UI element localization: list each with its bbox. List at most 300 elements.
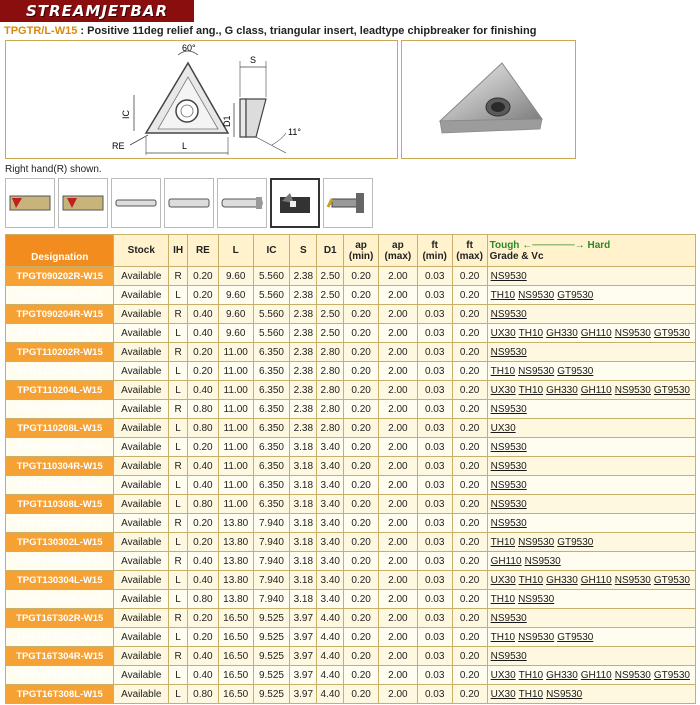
ftmin-cell: 0.03 (417, 286, 452, 305)
apmax-cell: 2.00 (379, 305, 418, 324)
turning-holder-icon-1[interactable] (5, 178, 55, 228)
ic-cell: 9.525 (253, 666, 290, 685)
ic-cell: 6.350 (253, 400, 290, 419)
brand-logo[interactable] (0, 0, 194, 22)
ftmax-cell: 0.20 (452, 552, 487, 571)
grade-cell (487, 305, 695, 324)
ftmax-cell: 0.20 (452, 286, 487, 305)
grade-link[interactable]: GT9530 (653, 327, 690, 339)
ih-cell: L (169, 362, 188, 381)
grade-cell (487, 552, 695, 571)
ftmin-cell: 0.03 (417, 685, 452, 704)
l-cell: 9.60 (218, 267, 253, 286)
apmin-cell: 0.20 (344, 514, 379, 533)
s-cell: 2.38 (290, 305, 317, 324)
grade-link[interactable]: TH10 (518, 688, 544, 700)
designation-cell[interactable]: TPGT110202L-W15 (6, 362, 114, 381)
designation-cell[interactable]: TPGT110308L-W15 (6, 495, 114, 514)
ftmin-cell: 0.03 (417, 305, 452, 324)
d1-cell: 2.80 (317, 400, 344, 419)
col-ap-min: ap (min) (344, 235, 379, 267)
ic-cell: 6.350 (253, 419, 290, 438)
grade-link[interactable]: GT9530 (653, 574, 690, 586)
ftmin-cell: 0.03 (417, 381, 452, 400)
d1-cell: 3.40 (317, 533, 344, 552)
ic-cell: 6.350 (253, 476, 290, 495)
designation-cell[interactable]: TPGT090202R-W15 (6, 267, 114, 286)
ih-cell: R (169, 343, 188, 362)
designation-cell[interactable]: TPGT110304R-W15 (6, 457, 114, 476)
apmax-cell: 2.00 (379, 685, 418, 704)
s-cell: 2.38 (290, 324, 317, 343)
hard-label: Hard (587, 239, 611, 251)
grade-link[interactable]: UX30 (490, 327, 516, 339)
ih-cell: L (169, 286, 188, 305)
ftmin-cell: 0.03 (417, 457, 452, 476)
designation-cell[interactable]: TPGT130304L-W15 (6, 571, 114, 590)
apmax-cell: 2.00 (379, 400, 418, 419)
grade-link[interactable]: GH330 (546, 384, 578, 396)
ftmax-cell: 0.20 (452, 495, 487, 514)
apmax-cell: 2.00 (379, 343, 418, 362)
ftmin-cell: 0.03 (417, 476, 452, 495)
s-cell: 2.38 (290, 381, 317, 400)
ftmax-cell: 0.20 (452, 571, 487, 590)
col-re: RE (188, 235, 219, 267)
table-row (6, 647, 696, 666)
table-row (6, 381, 696, 400)
s-cell: 3.97 (290, 647, 317, 666)
table-row (6, 343, 696, 362)
col-ap-max: ap (max) (379, 235, 418, 267)
grade-link[interactable]: TH10 (490, 593, 516, 605)
designation-cell[interactable]: TPGT110302L-W15 (6, 438, 114, 457)
l-cell: 13.80 (218, 590, 253, 609)
s-cell: 3.18 (290, 571, 317, 590)
grade-cell (487, 628, 695, 647)
apmin-cell: 0.20 (344, 400, 379, 419)
col-grade (487, 235, 695, 267)
grade-cell (487, 286, 695, 305)
grade-link[interactable]: TH10 (490, 631, 516, 643)
grade-link[interactable]: NS9530 (614, 574, 651, 586)
table-row (6, 552, 696, 571)
insert-drawing (6, 41, 397, 158)
apmin-cell: 0.20 (344, 305, 379, 324)
designation-cell[interactable]: TPGT090202L-W15 (6, 286, 114, 305)
s-cell: 3.18 (290, 438, 317, 457)
table-row (6, 476, 696, 495)
apmax-cell: 2.00 (379, 666, 418, 685)
s-cell: 3.18 (290, 514, 317, 533)
grade-link[interactable]: TH10 (518, 327, 544, 339)
grade-vc-label: Grade & Vc (489, 250, 544, 262)
table-body (6, 267, 696, 704)
designation-cell[interactable]: TPGT16T302L-W15 (6, 628, 114, 647)
grade-link[interactable]: NS9530 (490, 346, 527, 358)
ic-cell: 5.560 (253, 267, 290, 286)
grade-link[interactable]: NS9530 (490, 270, 527, 282)
apmin-cell: 0.20 (344, 343, 379, 362)
col-s: S (290, 235, 317, 267)
s-cell: 3.97 (290, 609, 317, 628)
ftmin-cell: 0.03 (417, 590, 452, 609)
grade-link[interactable]: GH110 (580, 384, 612, 396)
apmax-cell: 2.00 (379, 628, 418, 647)
grade-link[interactable]: TH10 (518, 384, 544, 396)
ic-cell: 7.940 (253, 533, 290, 552)
s-cell: 3.97 (290, 685, 317, 704)
holder-head-icon[interactable] (270, 178, 320, 228)
st-cell: Available (114, 438, 169, 457)
d1-cell: 2.80 (317, 343, 344, 362)
boring-bar-icon-1[interactable] (111, 178, 161, 228)
d1-cell: 3.40 (317, 590, 344, 609)
l-cell: 11.00 (218, 419, 253, 438)
designation-cell[interactable]: TPGT130304R-W15 (6, 552, 114, 571)
s-label: S (250, 55, 257, 65)
grade-cell (487, 514, 695, 533)
d1-cell: 2.50 (317, 305, 344, 324)
d1-cell: 3.40 (317, 571, 344, 590)
ftmax-cell: 0.20 (452, 267, 487, 286)
grade-link[interactable]: NS9530 (524, 555, 561, 567)
apmax-cell: 2.00 (379, 438, 418, 457)
ih-cell: L (169, 476, 188, 495)
table-row (6, 533, 696, 552)
ih-cell: L (169, 685, 188, 704)
l-cell: 13.80 (218, 514, 253, 533)
table-row (6, 495, 696, 514)
application-thumbnails (5, 178, 373, 228)
grade-cell (487, 533, 695, 552)
re-cell: 0.80 (188, 685, 219, 704)
designation-cell[interactable]: TPGT130302R-W15 (6, 514, 114, 533)
ic-cell: 7.940 (253, 552, 290, 571)
grade-link[interactable]: GH110 (580, 574, 612, 586)
grade-link[interactable]: GT9530 (653, 384, 690, 396)
ih-cell: L (169, 419, 188, 438)
ftmin-cell: 0.03 (417, 419, 452, 438)
grade-link[interactable]: UX30 (490, 384, 516, 396)
ftmax-cell: 0.20 (452, 438, 487, 457)
l-cell: 9.60 (218, 286, 253, 305)
boring-bar-icon-3[interactable] (217, 178, 267, 228)
grade-cell (487, 476, 695, 495)
s-cell: 3.18 (290, 552, 317, 571)
designation-cell[interactable]: TPGT130302L-W15 (6, 533, 114, 552)
grade-link[interactable]: NS9530 (614, 669, 651, 681)
grade-link[interactable]: UX30 (490, 669, 516, 681)
grade-link[interactable]: NS9530 (518, 365, 555, 377)
grade-link[interactable]: NS9530 (518, 631, 555, 643)
grade-link[interactable]: GT9530 (557, 631, 594, 643)
ftmax-cell: 0.20 (452, 628, 487, 647)
ftmin-cell: 0.03 (417, 400, 452, 419)
grade-link[interactable]: UX30 (490, 688, 516, 700)
ftmin-cell: 0.03 (417, 666, 452, 685)
ih-cell: R (169, 514, 188, 533)
s-cell: 2.38 (290, 362, 317, 381)
ftmax-cell: 0.20 (452, 362, 487, 381)
d1-cell: 2.80 (317, 362, 344, 381)
designation-cell[interactable]: TPGT110202R-W15 (6, 343, 114, 362)
insert-photo (402, 41, 575, 158)
ftmin-cell: 0.03 (417, 609, 452, 628)
designation-cell[interactable]: TPGT110208R-W15 (6, 400, 114, 419)
grade-link[interactable]: GH110 (580, 327, 612, 339)
grade-link[interactable]: NS9530 (490, 460, 527, 472)
designation-cell[interactable]: TPGT110304L-W15 (6, 476, 114, 495)
grade-link[interactable]: NS9530 (490, 517, 527, 529)
designation-cell[interactable]: TPGT110208L-W15 (6, 419, 114, 438)
ih-cell: L (169, 495, 188, 514)
apmin-cell: 0.20 (344, 419, 379, 438)
col-stock: Stock (114, 235, 169, 267)
l-cell: 16.50 (218, 609, 253, 628)
grade-link[interactable]: NS9530 (518, 289, 555, 301)
l-cell: 16.50 (218, 628, 253, 647)
d1-cell: 3.40 (317, 495, 344, 514)
grade-link[interactable]: NS9530 (490, 441, 527, 453)
grade-link[interactable]: NS9530 (490, 498, 527, 510)
s-cell: 3.18 (290, 476, 317, 495)
apmin-cell: 0.20 (344, 685, 379, 704)
ih-cell: L (169, 666, 188, 685)
grade-link[interactable]: TH10 (518, 669, 544, 681)
l-cell: 11.00 (218, 362, 253, 381)
apmin-cell: 0.20 (344, 609, 379, 628)
grade-link[interactable]: NS9530 (614, 384, 651, 396)
s-cell: 2.38 (290, 267, 317, 286)
ic-cell: 9.525 (253, 685, 290, 704)
table-header-row (6, 235, 696, 267)
ftmax-cell: 0.20 (452, 647, 487, 666)
ftmin-cell: 0.03 (417, 552, 452, 571)
tough-label: Tough (489, 239, 520, 251)
apmax-cell: 2.00 (379, 476, 418, 495)
ic-cell: 5.560 (253, 324, 290, 343)
ftmin-cell: 0.03 (417, 628, 452, 647)
re-cell: 0.20 (188, 628, 219, 647)
grade-cell (487, 609, 695, 628)
designation-cell[interactable]: TPGT090204L-W15 (6, 324, 114, 343)
ftmin-cell: 0.03 (417, 438, 452, 457)
re-cell: 0.40 (188, 666, 219, 685)
re-cell: 0.40 (188, 381, 219, 400)
d1-cell: 2.80 (317, 381, 344, 400)
grade-link[interactable]: NS9530 (518, 593, 555, 605)
grade-cell (487, 666, 695, 685)
ih-cell: R (169, 305, 188, 324)
ih-cell: R (169, 457, 188, 476)
apmin-cell: 0.20 (344, 533, 379, 552)
apmin-cell: 0.20 (344, 590, 379, 609)
re-cell: 0.40 (188, 305, 219, 324)
st-cell: Available (114, 324, 169, 343)
grade-link[interactable]: NS9530 (490, 650, 527, 662)
grade-link[interactable]: GH330 (546, 327, 578, 339)
grade-link[interactable]: TH10 (518, 574, 544, 586)
s-cell: 2.38 (290, 286, 317, 305)
ic-cell: 9.525 (253, 647, 290, 666)
apmax-cell: 2.00 (379, 267, 418, 286)
l-cell: 16.50 (218, 685, 253, 704)
grade-link[interactable]: NS9530 (490, 308, 527, 320)
relief-angle-label: 11° (288, 127, 301, 137)
ftmin-cell: 0.03 (417, 647, 452, 666)
ftmax-cell: 0.20 (452, 533, 487, 552)
d1-cell: 2.80 (317, 419, 344, 438)
ftmax-cell: 0.20 (452, 590, 487, 609)
ftmax-cell: 0.20 (452, 514, 487, 533)
ic-label: IC (121, 110, 131, 119)
re-cell: 0.20 (188, 343, 219, 362)
apmax-cell: 2.00 (379, 362, 418, 381)
ih-cell: R (169, 400, 188, 419)
ih-cell: L (169, 571, 188, 590)
ic-cell: 7.940 (253, 514, 290, 533)
brand-logo-text: STREAMJETBAR (25, 2, 169, 20)
col-designation: Designation (6, 235, 114, 267)
ih-cell: L (169, 381, 188, 400)
d1-cell: 3.40 (317, 457, 344, 476)
grade-link[interactable]: GH330 (546, 574, 578, 586)
grade-cell (487, 438, 695, 457)
designation-cell[interactable]: TPGT090204R-W15 (6, 305, 114, 324)
ftmin-cell: 0.03 (417, 267, 452, 286)
d1-cell: 3.40 (317, 552, 344, 571)
apmin-cell: 0.20 (344, 647, 379, 666)
ftmax-cell: 0.20 (452, 305, 487, 324)
grade-cell (487, 571, 695, 590)
ftmin-cell: 0.03 (417, 362, 452, 381)
st-cell: Available (114, 419, 169, 438)
grade-cell (487, 400, 695, 419)
ftmax-cell: 0.20 (452, 419, 487, 438)
st-cell: Available (114, 647, 169, 666)
apmax-cell: 2.00 (379, 457, 418, 476)
grade-link[interactable]: GH110 (490, 555, 522, 567)
grade-link[interactable]: NS9530 (490, 403, 527, 415)
apmax-cell: 2.00 (379, 571, 418, 590)
designation-cell[interactable]: TPGT16T304R-W15 (6, 647, 114, 666)
table-row (6, 590, 696, 609)
hand-caption: Right hand(R) shown. (5, 164, 102, 175)
l-cell: 16.50 (218, 666, 253, 685)
apmax-cell: 2.00 (379, 533, 418, 552)
designation-cell[interactable]: TPGT16T302R-W15 (6, 609, 114, 628)
grade-link[interactable]: NS9530 (490, 612, 527, 624)
apmax-cell: 2.00 (379, 286, 418, 305)
grade-link[interactable]: GT9530 (557, 365, 594, 377)
grade-link[interactable]: GH330 (546, 669, 578, 681)
designation-cell[interactable]: TPGT110204L-W15 (6, 381, 114, 400)
designation-cell[interactable]: TPGT16T308L-W15 (6, 685, 114, 704)
turning-holder-icon-2[interactable] (58, 178, 108, 228)
ih-cell: L (169, 590, 188, 609)
st-cell: Available (114, 571, 169, 590)
re-cell: 0.40 (188, 476, 219, 495)
grade-link[interactable]: TH10 (490, 536, 516, 548)
product-title (4, 25, 536, 37)
ic-cell: 6.350 (253, 362, 290, 381)
table-row (6, 362, 696, 381)
s-cell: 3.18 (290, 495, 317, 514)
apmin-cell: 0.20 (344, 324, 379, 343)
st-cell: Available (114, 628, 169, 647)
tool-assembly-icon[interactable] (323, 178, 373, 228)
grade-link[interactable]: UX30 (490, 574, 516, 586)
re-cell: 0.20 (188, 609, 219, 628)
grade-link[interactable]: NS9530 (490, 479, 527, 491)
st-cell: Available (114, 685, 169, 704)
ic-cell: 7.940 (253, 571, 290, 590)
insert-photo-panel (401, 40, 576, 159)
designation-cell[interactable]: TPGT130308L-W15 (6, 590, 114, 609)
apmin-cell: 0.20 (344, 666, 379, 685)
l-cell: 11.00 (218, 343, 253, 362)
insert-spec-table (5, 234, 696, 704)
ftmax-cell: 0.20 (452, 324, 487, 343)
grade-cell (487, 362, 695, 381)
ftmax-cell: 0.20 (452, 666, 487, 685)
grade-cell (487, 419, 695, 438)
grade-link[interactable]: GH110 (580, 669, 612, 681)
apmin-cell: 0.20 (344, 628, 379, 647)
col-l: L (218, 235, 253, 267)
grade-link[interactable]: NS9530 (614, 327, 651, 339)
grade-cell (487, 495, 695, 514)
re-cell: 0.20 (188, 286, 219, 305)
l-cell: 11.00 (218, 381, 253, 400)
ftmin-cell: 0.03 (417, 533, 452, 552)
grade-link[interactable]: UX30 (490, 422, 516, 434)
grade-cell (487, 343, 695, 362)
ftmin-cell: 0.03 (417, 571, 452, 590)
s-cell: 3.97 (290, 628, 317, 647)
tough-hard-arrow-icon: ←──────→ (522, 239, 585, 251)
st-cell: Available (114, 609, 169, 628)
d1-cell: 4.40 (317, 666, 344, 685)
l-cell: 9.60 (218, 305, 253, 324)
ih-cell: R (169, 609, 188, 628)
apmax-cell: 2.00 (379, 647, 418, 666)
designation-cell[interactable]: TPGT16T304L-W15 (6, 666, 114, 685)
apmax-cell: 2.00 (379, 324, 418, 343)
s-cell: 3.97 (290, 666, 317, 685)
grade-link[interactable]: TH10 (490, 365, 516, 377)
re-cell: 0.40 (188, 571, 219, 590)
grade-link[interactable]: NS9530 (546, 688, 583, 700)
grade-link[interactable]: GT9530 (653, 669, 690, 681)
ih-cell: L (169, 533, 188, 552)
grade-link[interactable]: GT9530 (557, 289, 594, 301)
ic-cell: 6.350 (253, 381, 290, 400)
ic-cell: 6.350 (253, 457, 290, 476)
grade-link[interactable]: GT9530 (557, 536, 594, 548)
st-cell: Available (114, 286, 169, 305)
re-cell: 0.20 (188, 514, 219, 533)
grade-link[interactable]: TH10 (490, 289, 516, 301)
apmin-cell: 0.20 (344, 267, 379, 286)
insert-side-view (240, 99, 246, 137)
boring-bar-icon-2[interactable] (164, 178, 214, 228)
re-cell: 0.40 (188, 647, 219, 666)
ih-cell: L (169, 628, 188, 647)
grade-link[interactable]: NS9530 (518, 536, 555, 548)
ic-cell: 9.525 (253, 628, 290, 647)
